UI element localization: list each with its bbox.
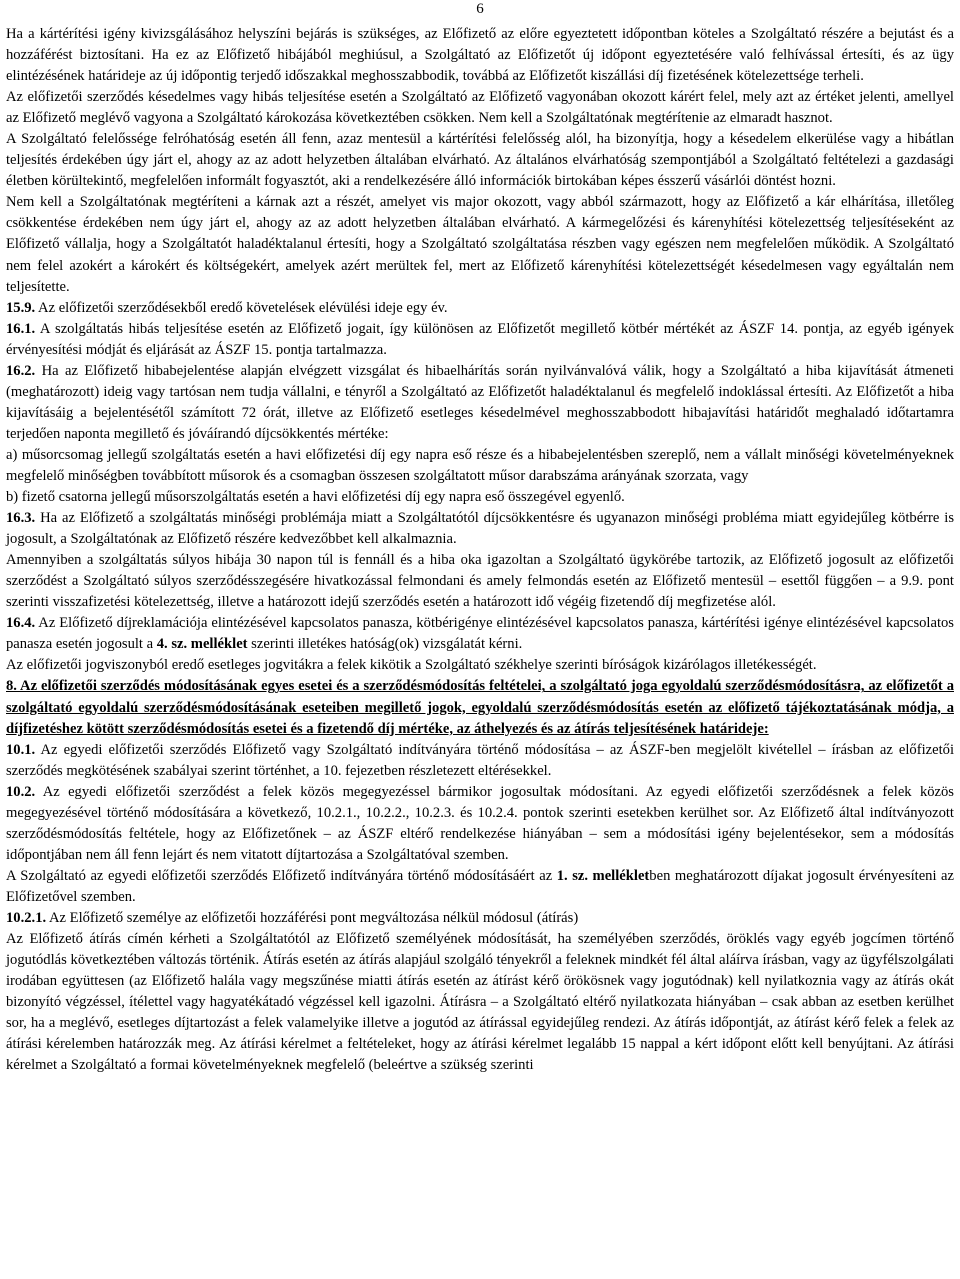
paragraph-culpability: A Szolgáltató felelőssége felróhatóság esetén áll fenn, azaz mentesül a kártérítési felelősség alól, ha bizonyítja, hogy a késedelem elkerülése vagy a hibátlan teljesítés érdekében úgy járt el, ahogy az az adott helyzetben általában elvárható. Az általános elvárhatóság szempontjából a Szolgáltató feltételezi a gazdasági életben körültekintő, megfelelően informált fogyasztót, aki a rendelkezésére álló információk birtokában képes ésszerű vásárlói döntést hozni. [6, 131, 954, 190]
section-number: 16.1. [6, 320, 36, 337]
section-number: 15.9. [6, 299, 36, 316]
section-number: 10.2. [6, 783, 36, 800]
section-16-4: 16.4. Az Előfizető díjreklamációja elintézésével kapcsolatos panasza, kötbérigénye elintézésével kapcsolatos panasza, kártérítési igénye elintézésével kapcsolatos panasza esetén jogosult a 4. sz. melléklet szerinti illetékes hatóság(ok) vizsgálatát kérni. [6, 615, 954, 653]
section-10-1: 10.1. Az egyedi előfizetői szerződés Előfizető vagy Szolgáltató indítványára történő módosítása – az ÁSZF-ben megjelölt kivétellel – írásban az előfizetői szerződés megkötésének szabályai szerint történhet, a 10. fejezetben részletezett eltérésekkel. [6, 741, 954, 779]
section-15-9: 15.9. Az előfizetői szerződésekből eredő követelések elévülési ideje egy év. [6, 299, 448, 316]
section-number: 16.3. [6, 510, 36, 527]
section-16-1: 16.1. A szolgáltatás hibás teljesítése esetén az Előfizető jogait, így különösen az Előfizetőt megillető kötbér mértékét az ÁSZF 14. pontja, az egyéb igények érvényesítési módját és eljárását az ÁSZF 15. pontja tartalmazza. [6, 320, 954, 358]
section-number: 10.2.1. [6, 909, 47, 926]
annex-reference: 1. sz. melléklet [556, 867, 650, 884]
section-number: 16.2. [6, 362, 36, 379]
section-10-2: 10.2. Az egyedi előfizetői szerződést a felek közös megegyezéssel bármikor jogosultak módosítani. Az egyedi előfizetői szerződésnek a felek közös megegyezésével történő módosítására a következő, 10.2.1., 10.2.2., 10.2.3. és 10.2.4. pontok szerinti esetekben kerülhet sor. Az Előfizető által indítványozott szerződésmódosítás feltétele, hogy az Előfizetőnek – az ÁSZF eltérő rendelkezése hiányában – sem a módosítási igény bejelentésekor, sem a módosítás időpontjában nem áll fenn lejárt és nem vitatott díjtartozása a Szolgáltatóval szemben. [6, 783, 954, 863]
paragraph-jurisdiction: Az előfizetői jogviszonyból eredő esetleges jogvitákra a felek kikötik a Szolgáltató székhelye szerinti bíróságok kizárólagos illetékességét. [6, 657, 817, 674]
annex-reference: 4. sz. melléklet [156, 636, 248, 653]
paragraph-modification-fees: A Szolgáltató az egyedi előfizetői szerződés Előfizető indítványára történő módosításáért az 1. sz. mellékletben meghatározott díjakat jogosult érvényesíteni az Előfizetővel szemben. [6, 867, 955, 905]
list-item-a: a) műsorcsomag jellegű szolgáltatás esetén a havi előfizetési díj egy napra eső része és a hibabejelentésben szereplő, nem a vállalt minőségi követelményeknek megfelelő minőségben továbbított műsorok és a csomagban összesen szolgáltatott műsor darabszáma arányának szorzata, vagy [6, 446, 954, 484]
section-16-3: 16.3. Ha az Előfizető a szolgáltatás minőségi problémája miatt a Szolgáltatótól díjcsökkentésre és ugyanazon minőségi probléma miatt egyidejűleg kötbérre is jogosult, a Szolgáltatónak az Előfizető részére kedvezőbbet kell alkalmaznia. [6, 510, 954, 548]
paragraph-damage-liability: Az előfizetői szerződés késedelmes vagy hibás teljesítése esetén a Szolgáltató az Előfizető vagyonában okozott kárért felel, mely azt az értéket jelenti, amellyel az Előfizető meglévő vagyona a Szolgáltató károkozása következtében csökken. Nem kell a Szolgáltatónak megtérítenie az elmaradt hasznot. [6, 89, 954, 127]
paragraph-site-inspection: Ha a kártérítési igény kivizsgálásához helyszíni bejárás is szükséges, az Előfizető az előre egyeztetett időpontban köteles a Szolgáltató részére a bejutást és a hozzáférést biztosítani. Ha ez az Előfizető hibájából meghiúsul, a Szolgáltató az Előfizetőt új időpont egyeztetésére való felhívással értesíti, és az ügy elintézésének határideje az új időpontig terjedő időszakkal meghosszabbodik, továbbá az Előfizetőt kiszállási díj fizetésének kötelezettsége terheli. [6, 26, 954, 85]
list-item-b: b) fizető csatorna jellegű műsorszolgáltatás esetén a havi előfizetési díj egy napra eső összegével egyenlő. [6, 489, 625, 506]
section-number: 10.1. [6, 741, 36, 758]
page-number: 6 [476, 1, 484, 17]
section-10-2-1: 10.2.1. Az Előfizető személye az előfizetői hozzáférési pont megváltozása nélkül módosul (átírás) [6, 909, 579, 926]
section-number: 16.4. [6, 615, 36, 632]
paragraph-transfer: Az Előfizető átírás címén kérheti a Szolgáltatótól az Előfizető személyének módosítását, ha személyében szerződés, öröklés vagy egyéb jogcímen történő jogutódlás következtében változás történik. Átírás esetén az átírás alapjául szolgáló tényekről a feleknek mindkét fél által aláírva írásban, vagy az ügyfélszolgálati irodában együttesen (az Előfizető halála vagy megszűnése miatti átírás esetén az átírást kérő örökösnek vagy jogutódnak) kell nyilatkoznia vagy az átírás okát bizonyító végzéssel, ítélettel vagy hagyatékátadó végzéssel kell igazolni. Átírásra – a Szolgáltató eltérő nyilatkozata hiányában – csak abban az esetben kerülhet sor, ha a meglévő, esetleges díjtartozást a felek valamelyike illetve a jogutód az átírással egyidejűleg rendezi. Az átírás időpontját, az átírást kérő felek a felek az átírási kérelemben határozzák meg. Az átírási kérelmet a feltételeket, hogy az átírási kérelmet legalább 15 nappal a kért időpont előtt kell benyújtani. Az átírási kérelmet a Szolgáltató a formai követelményeknek megfelelő (beleértve a szükség szerinti [6, 931, 954, 1074]
section-heading-8: 8. Az előfizetői szerződés módosításának egyes esetei és a szerződésmódosítás feltételei, a szolgáltató joga egyoldalú szerződésmódosításra, az előfizetőt a szolgáltató egyoldalú szerződésmódosításának eseteiben megillető jogok, egyoldalú szerződésmódosítás esetén az előfizető tájékoztatásának módja, a díjfizetéshez kötött szerződésmódosítás esetei és a fizetendő díj mértéke, az áthelyezés és az átírás teljesítésének határideje: [6, 678, 954, 737]
paragraph-serious-fault: Amennyiben a szolgáltatás súlyos hibája 30 napon túl is fennáll és a hiba oka igazoltan a Szolgáltató ügykörébe tartozik, az Előfizető jogosult az előfizetői szerződést a Szolgáltató súlyos szerződésszegésére hivatkozással felmondani és amely felmondás esetén az Előfizető mentesül – esettől függően – a 9.9. pont szerinti visszafizetési kötelezettség, illetve a határozott idejű szerződés esetén a határozott idő végéig fizetendő díj megfizetése alól. [6, 552, 954, 611]
section-16-2: 16.2. Ha az Előfizető hibabejelentése alapján elvégzett vizsgálat és hibaelhárítás során nyilvánvalóvá válik, hogy a Szolgáltató a hiba kijavítását átmeneti (meghatározott) ideig vagy tartósan nem tudja vállalni, e tényről a Szolgáltató az Előfizetőt haladéktalanul és megfelelő indoklással értesíti. Az Előfizetőt a hiba kijavításáig a bejelentésétől számított 72 órát, illetve az Előfizető esetleges késedelmével meghosszabbodott hibajavítási határidőt meghaladó időtartamra terjedően naponta megillető és jóváírandó díjcsökkentés mértéke: [6, 362, 954, 442]
paragraph-vis-major: Nem kell a Szolgáltatónak megtéríteni a kárnak azt a részét, amelyet vis major okozott, vagy abból származott, hogy az Előfizető a kár elhárítása, illetőleg csökkentése érdekében nem úgy járt el, ahogy az az adott helyzetben általában elvárható. A kármegelőzési és kárenyhítési kötelezettség teljesítéseként az Előfizető vállalja, hogy a Szolgáltatót haladéktalanul értesíti, hogy a Szolgáltató szolgáltatása részben vagy egészen nem megfelelően működik. A Szolgáltató nem felel azokért a károkért és költségekért, amelyek azért merültek fel, mert az Előfizető kárenyhítési kötelezettségét késedelmesen vagy egyáltalán nem teljesítette. [6, 194, 954, 295]
